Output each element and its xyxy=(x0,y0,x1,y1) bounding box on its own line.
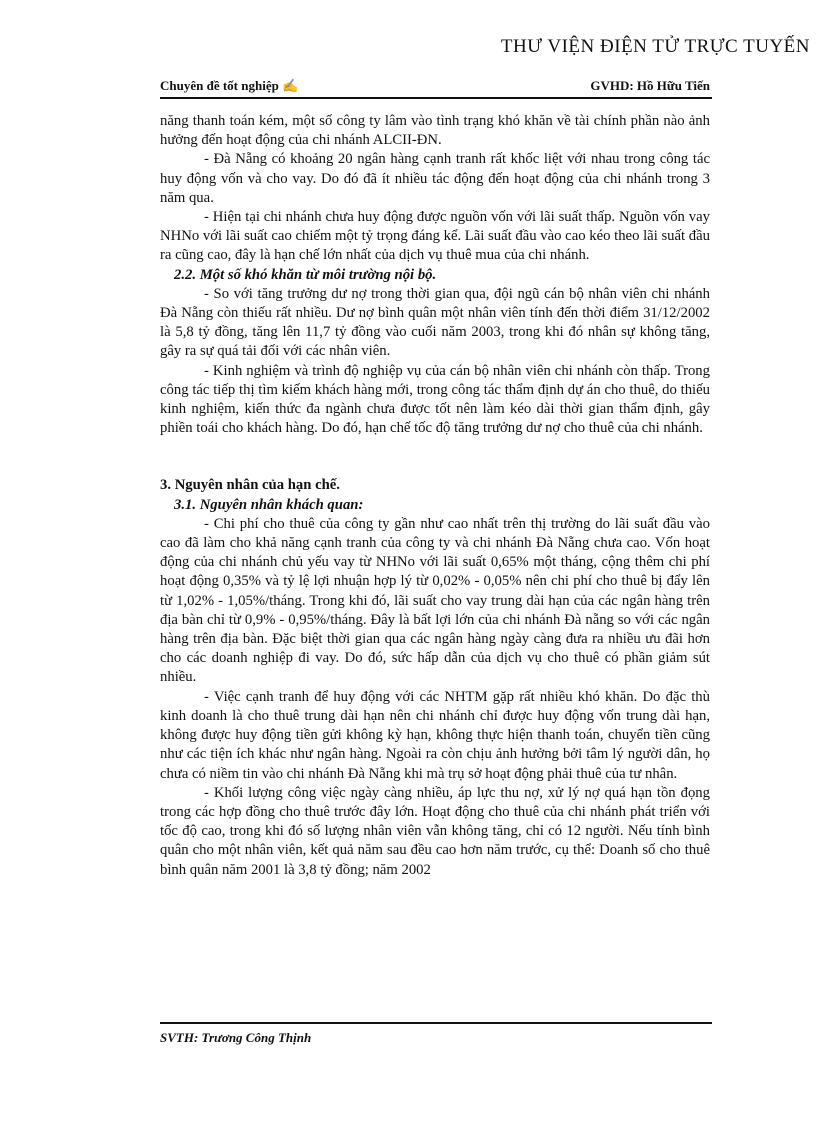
paragraph: năng thanh toán kém, một số công ty lâm vào tình trạng khó khăn về tài chính phần nào ảnh hưởng đến hoạt động của chi nhánh ALCII-ĐN. xyxy=(160,113,710,149)
paragraph: - So với tăng trưởng dư nợ trong thời gian qua, đội ngũ cán bộ nhân viên chi nhánh Đà Nẵng còn thiếu rất nhiều. Dư nợ bình quân một nhân viên tính đến thời điểm 31/12/2002 là 5,8 tỷ đồng, tăng lên 11,7 tỷ đồng vào cuối năm 2003, trong khi đó nhân sự không tăng, gây ra sự quá tải đối với các nhân viên. xyxy=(160,285,710,360)
footer-student: SVTH: Trương Công Thịnh xyxy=(160,1030,312,1045)
paragraph: - Đà Nẵng có khoảng 20 ngân hàng cạnh tranh rất khốc liệt với nhau trong công tác huy động vốn và cho vay. Do đó đã ít nhiều tác động đến hoạt động của chi nhánh trong 3 năm qua. xyxy=(160,151,710,206)
page-header xyxy=(160,78,710,98)
spacer xyxy=(160,438,710,476)
header-thesis-title: Chuyên đề tốt nghiệp ✍ xyxy=(160,78,299,93)
header-supervisor: GVHD: Hồ Hữu Tiến xyxy=(590,78,710,93)
page-body xyxy=(160,112,710,880)
paragraph: - Chi phí cho thuê của công ty gần như cao nhất trên thị trường do lãi suất đầu vào cao đã làm cho khả năng cạnh tranh của công ty và chi nhánh Đà Nẵng chưa cao. Vốn hoạt động của chi nhánh chủ yếu vay từ NHNo với lãi suất 0,65% một tháng, cộng thêm chi phí hoạt động 0,35% và tỷ lệ lợi nhuận hợp lý từ 0,02% - 0,05% nên chi phí cho thuê bị đẩy lên từ 1,02% - 1,05%/tháng. Trong khi đó, lãi suất cho vay trung dài hạn của các ngân hàng trên địa bàn chỉ từ 0,9% - 0,95%/tháng. Đây là bất lợi lớn của chi nhánh Đà nẵng so với các ngân hàng trên địa bàn. Đặc biệt thời gian qua các ngân hàng ngày càng đưa ra nhiều ưu đãi hơn cho các doanh nghiệp đi vay. Do đó, sức hấp dẫn của dịch vụ cho thuê có phần giảm sút nhiều. xyxy=(160,515,710,686)
section-heading-3: 3. Nguyên nhân của hạn chế. xyxy=(160,477,340,494)
paragraph: - Khối lượng công việc ngày càng nhiều, áp lực thu nợ, xử lý nợ quá hạn tồn đọng trong các hợp đồng cho thuê trước đây lớn. Hoạt động cho thuê của chi nhánh phát triển với tốc độ cao, trong khi đó số lượng nhân viên vẫn không tăng, chỉ có 12 người. Nếu tính bình quân cho một nhân viên, kết quả năm sau đều cao hơn năm trước, cụ thể: Doanh số cho thuê bình quân năm 2001 là 3,8 tỷ đồng; năm 2002 xyxy=(160,784,710,878)
section-heading-2-2: 2.2. Một số khó khăn từ môi trường nội bộ. xyxy=(174,266,437,283)
section-heading-3-1: 3.1. Nguyên nhân khách quan: xyxy=(174,496,364,513)
paragraph: - Việc cạnh tranh để huy động với các NHTM gặp rất nhiều khó khăn. Do đặc thù kinh doanh là cho thuê trung dài hạn nên chi nhánh chỉ được huy động vốn trung dài hạn, không được huy động tiền gửi không kỳ hạn, không thực hiện thanh toán, chuyển tiền cũng như các tiện ích khác như ngân hàng. Ngoài ra còn chịu ảnh hưởng bởi tâm lý người dân, họ chưa có niềm tin vào chi nhánh Đà Nẵng khi mà trụ sở hoạt động phải thuê của tư nhân. xyxy=(160,688,710,782)
paragraph: - Hiện tại chi nhánh chưa huy động được nguồn vốn với lãi suất thấp. Nguồn vốn vay NHNo với lãi suất cao chiếm một tỷ trọng đáng kể. Lãi suất đầu vào cao kéo theo lãi suất đầu ra cũng cao, đây là hạn chế lớn nhất của dịch vụ thuê mua của chi nhánh. xyxy=(160,209,710,264)
paragraph: - Kinh nghiệm và trình độ nghiệp vụ của cán bộ nhân viên chi nhánh còn thấp. Trong công tác tiếp thị tìm kiếm khách hàng mới, trong công tác thẩm định dự án cho thuê, do thiếu kinh nghiệm, kiến thức đa ngành chưa được tốt nên làm kéo dài thời gian thẩm định, gây phiền toái cho khách hàng. Do đó, hạn chế tốc độ tăng trưởng dư nợ cho thuê của chi nhánh. xyxy=(160,362,710,437)
header-rule xyxy=(160,97,712,99)
footer-rule xyxy=(160,1022,712,1024)
site-watermark: THƯ VIỆN ĐIỆN TỬ TRỰC TUYẾN xyxy=(500,36,810,57)
